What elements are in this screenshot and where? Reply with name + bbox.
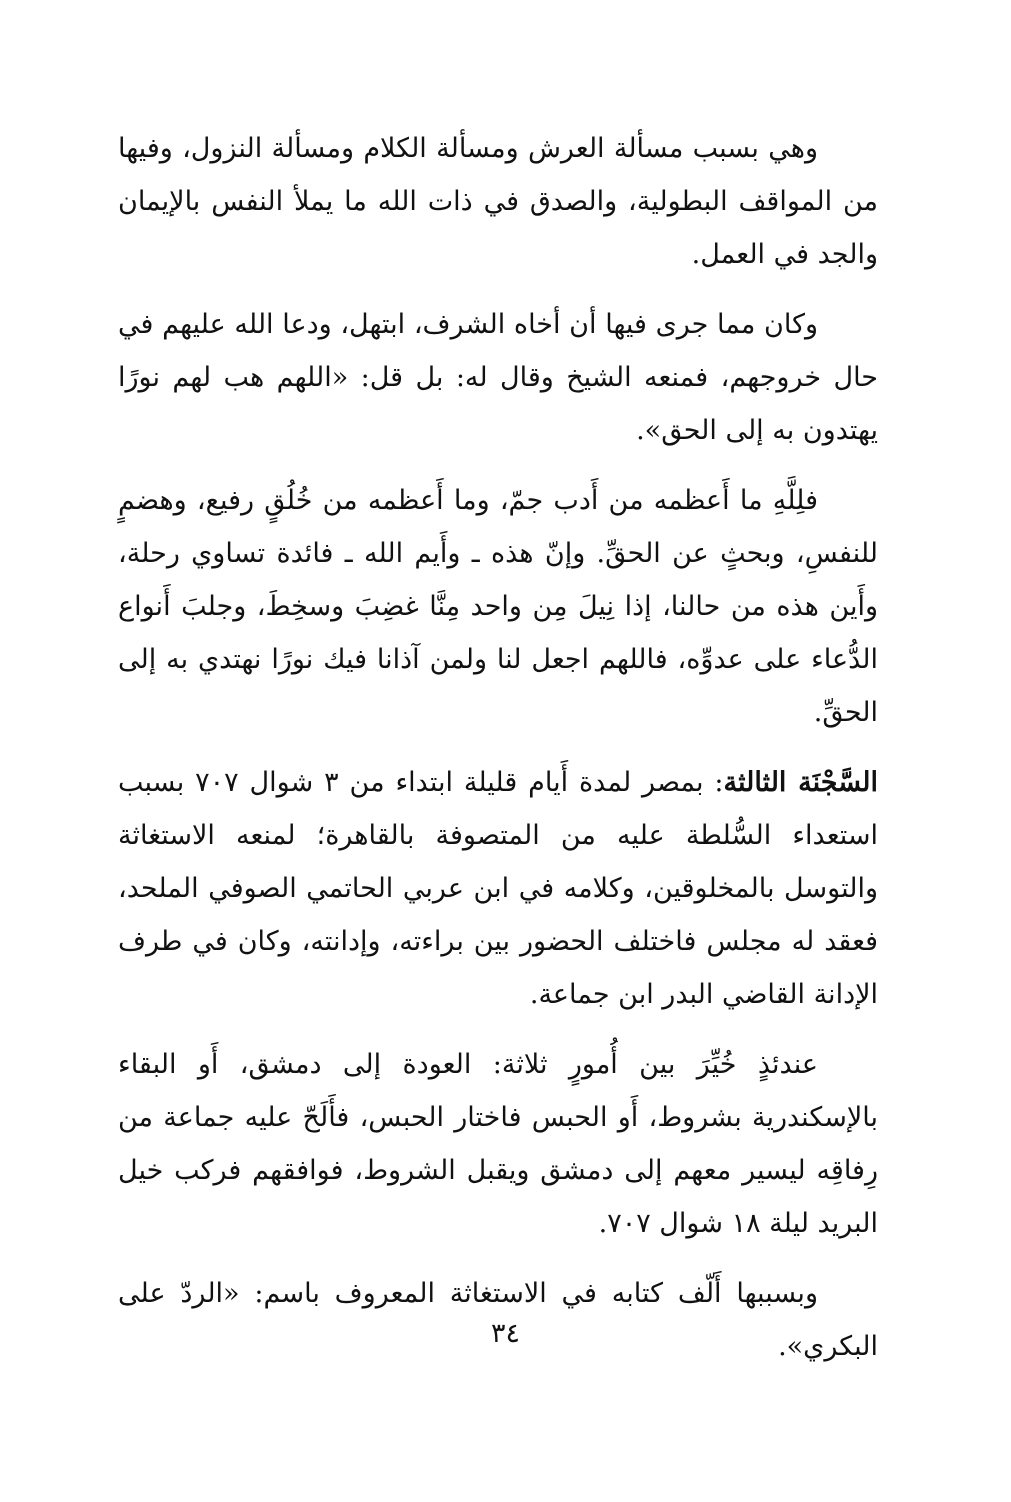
paragraph-5 <box>118 1038 878 1250</box>
paragraph-2 <box>118 298 878 457</box>
paragraph-3 <box>118 474 878 739</box>
page-number: ٣٤ <box>490 1318 520 1349</box>
body-text <box>118 122 878 1390</box>
paragraph-6-text: وبسببها أَلّف كتابه في الاستغاثة المعروف باسم: «الردّ على البكري». <box>118 1278 878 1362</box>
paragraph-1 <box>118 122 878 281</box>
paragraph-4 <box>118 756 878 1021</box>
section-heading-third-imprisonment: السَّجْنَة الثالثة <box>723 767 879 798</box>
paragraph-3-text: فلِلَّهِ ما أَعظمه من أَدب جمّ، وما أَعظمه من خُلُقٍ رفيع، وهضمٍ للنفسِ، وبحثٍ عن الحقِّ. وإنّ هذه ـ وأَيم الله ـ فائدة تساوي رحلة، وأَين هذه من حالنا، إذا نِيلَ مِن واحد مِنَّا غضِبَ وسخِطَ، وجلبَ أَنواع الدُّعاء على عدوِّه، فاللهم اجعل لنا ولمن آذانا فيك نورًا نهتدي به إلى الحقِّ. <box>118 485 878 728</box>
paragraph-5-text: عندئذٍ خُيِّرَ بين أُمورٍ ثلاثة: العودة إلى دمشق، أَو البقاء بالإسكندرية بشروط، أَو الحبس فاختار الحبس، فأَلَحّ عليه جماعة من رِفاقِه ليسير معهم إلى دمشق ويقبل الشروط، فوافقهم فركب خيل البريد ليلة ١٨ شوال ٧٠٧. <box>118 1049 878 1239</box>
paragraph-1-text: وهي بسبب مسألة العرش ومسألة الكلام ومسألة النزول، وفيها من المواقف البطولية، والصدق في ذات الله ما يملأ النفس بالإيمان والجد في العمل. <box>118 133 878 270</box>
paragraph-2-text: وكان مما جرى فيها أن أخاه الشرف، ابتهل، ودعا الله عليهم في حال خروجهم، فمنعه الشيخ وقال له: بل قل: «اللهم هب لهم نورًا يهتدون به إلى الحق». <box>118 309 878 446</box>
paragraph-4-text: : بمصر لمدة أَيام قليلة ابتداء من ٣ شوال ٧٠٧ بسبب استعداء السُّلطة عليه من المتصوفة بالقاهرة؛ لمنعه الاستغاثة والتوسل بالمخلوقين، وكلامه في ابن عربي الحاتمي الصوفي الملحد، فعقد له مجلس فاختلف الحضور بين براءته، وإدانته، وكان في طرف الإدانة القاضي البدر ابن جماعة. <box>118 767 878 1010</box>
